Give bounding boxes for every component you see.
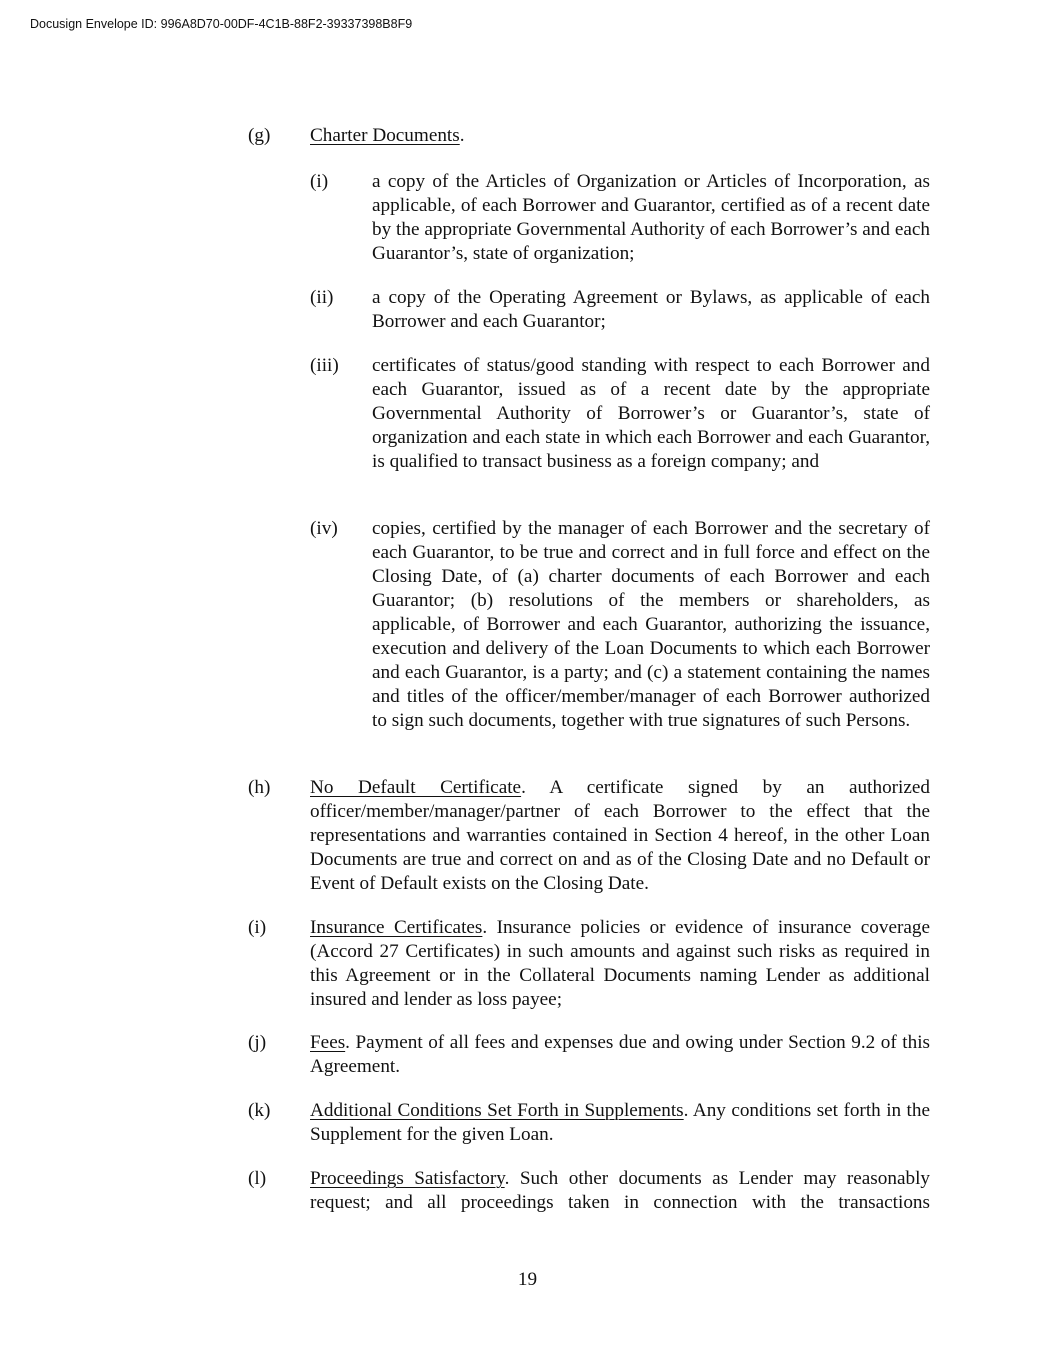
section-j-text: . Payment of all fees and expenses due and owing under Section 9.2 of this Agreement. (310, 1032, 930, 1077)
section-k-label: (k) (248, 1100, 271, 1121)
subsection-g-iv-text: copies, certified by the manager of each Borrower and the secretary of each Guarantor, to be true and correct and in full force and effect on the Closing Date, of (a) charter documents of each Borrower and each Guarantor; (b) resolutions of the members or shareholders, as applicable, of Borrower and each Guarantor, authorizing the issuance, execution and delivery of the Loan Documents to which each Borrower and each Guarantor, is a party; and (c) a statement containing the names and titles of the officer/member/manager of each Borrower authorized to sign such documents, together with true signatures of such Persons. (372, 518, 930, 731)
subsection-g-iii (310, 354, 930, 474)
section-i (248, 916, 930, 1012)
section-h-label: (h) (248, 777, 271, 798)
subsection-g-iii-text: certificates of status/good standing with respect to each Borrower and each Guarantor, issued as of a recent date by the appropriate Governmental Authority of Borrower’s or Guarantor’s, state of organization and each state in which each Borrower and each Guarantor, is qualified to transact business as a foreign company; and (372, 355, 930, 472)
section-l-heading: Proceedings Satisfactory (310, 1168, 505, 1189)
section-h (248, 776, 930, 896)
subsection-g-ii-label: (ii) (310, 287, 334, 308)
section-i-text: . Insurance policies or evidence of insurance coverage (Accord 27 Certificates) in such amounts and against such risks as required in this Agreement or in the Collateral Documents naming Lender as additional insured and lender as loss payee; (310, 917, 930, 1010)
section-g (248, 124, 930, 148)
subsection-g-ii-text: a copy of the Operating Agreement or Bylaws, as applicable of each Borrower and each Guarantor; (372, 287, 930, 332)
section-h-text: . A certificate signed by an authorized officer/member/manager/partner of each Borrower to the effect that the representations and warranties contained in Section 4 hereof, in the other Loan Documents are true and correct on and as of the Closing Date and no Default or Event of Default exists on the Closing Date. (310, 777, 931, 894)
subsection-g-iv (310, 517, 930, 733)
section-k-text: . Any conditions set forth in the Supplement for the given Loan. (310, 1100, 930, 1145)
section-l-label: (l) (248, 1168, 267, 1189)
subsection-g-i-text: a copy of the Articles of Organization or Articles of Incorporation, as applicable, of each Borrower and Guarantor, certified as of a recent date by the appropriate Governmental Authority of each Borrower’s and each Guarantor’s, state of organization; (372, 171, 930, 264)
section-j (248, 1031, 930, 1079)
section-j-heading: Fees (310, 1032, 346, 1053)
section-j-label: (j) (248, 1032, 267, 1053)
subsection-g-i-label: (i) (310, 171, 329, 192)
section-g-text: . (459, 125, 465, 146)
subsection-g-iii-label: (iii) (310, 355, 339, 376)
subsection-g-iv-label: (iv) (310, 518, 338, 539)
section-h-heading: No Default Certificate (310, 777, 522, 798)
page-number: 19 (517, 1269, 538, 1290)
subsection-g-ii (310, 286, 930, 334)
section-k (248, 1099, 930, 1147)
section-i-label: (i) (248, 917, 267, 938)
section-g-label: (g) (248, 125, 271, 146)
subsection-g-i (310, 170, 930, 266)
envelope-id: Docusign Envelope ID: 996A8D70-00DF-4C1B-88F2-39337398B8F9 (30, 17, 413, 31)
section-k-heading: Additional Conditions Set Forth in Supplements (310, 1100, 684, 1121)
section-l (248, 1167, 930, 1215)
section-l-text: . Such other documents as Lender may reasonably request; and all proceedings taken in connection with the transactions (310, 1168, 930, 1213)
section-g-heading: Charter Documents (310, 125, 460, 146)
section-i-heading: Insurance Certificates (310, 917, 483, 938)
